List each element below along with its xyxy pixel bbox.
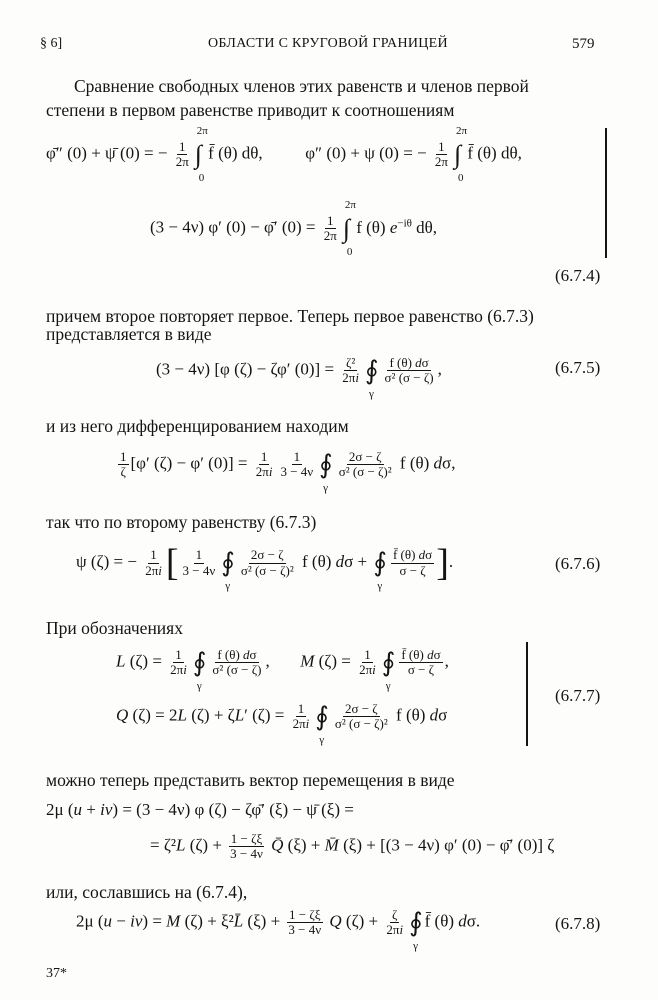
equation-displacement-line1: 2μ (u + iv) = (3 − 4ν) φ (ζ) − ζφ̄′ (ξ) − ψ̄ (ξ) = (46, 800, 354, 819)
equation-label-677: (6.7.7) (555, 686, 601, 705)
paragraph-line: При обозначениях (46, 618, 183, 638)
equation-677-line1: L (ζ) = $\frac{1}{2\pi i}$ ∮ γ $\frac{f (\theta) d\sigma}{\text{σ² (σ − ζ)}}$ , M (ζ) = $\frac{1}{2\pi i}$ ∮ γ $\frac{f̄ (\theta) d\sigma}{\sigma - \zeta}$ , (116, 647, 449, 692)
equation-displacement-line2: = ζ²L (ζ) + $\frac{1 - \zeta\xi}{3 - 4\nu}$ Q̄ (ξ) + M̄ (ξ) + [(3 − 4ν) φ′ (0) − φ̄′ (0)] ζ (150, 831, 555, 862)
equation-676: ψ (ζ) = − $\frac{1}{2\pi i}$ [ $\frac{1}{3 - 4\nu}$ ∮ γ $\frac{2\sigma - \zeta}{\text{σ² (σ − ζ)²}}$ f (θ) dσ + ∮ γ $\frac{f̄ (\theta) d\sigma}{\sigma - \zeta}$ ]. (76, 542, 454, 592)
equation-675: (3 − 4ν) [φ (ζ) − ζφ′ (0)] = $\frac{\text{ζ²}}{2\pi i}$ ∮ γ $\frac{f (\theta) d\sigma}{\text{σ² (σ − ζ)}}$ , (156, 355, 442, 400)
equation-677-line2: Q (ζ) = 2L (ζ) + ζL′ (ζ) = $\frac{1}{2\pi i}$ ∮ γ $\frac{2\sigma - \zeta}{\text{σ² (σ − ζ)²}}$ f (θ) dσ (116, 701, 448, 746)
paragraph-line: или, сославшись на (6.7.4), (46, 882, 248, 902)
paragraph-line: можно теперь представить вектор перемещения в виде (46, 770, 455, 790)
paragraph-line: представляется в виде (46, 324, 212, 344)
equation-brace (605, 128, 607, 258)
running-title: ОБЛАСТИ С КРУГОВОЙ ГРАНИЦЕЙ (208, 36, 448, 51)
equation-678: 2μ (u − iv) = M (ζ) + ξ²L̄ (ξ) + $\frac{1 - \zeta\xi}{3 - 4\nu}$ Q (ζ) + $\frac{\zeta}{2\pi i}$ ∮ γ f̄ (θ) dσ. (76, 907, 481, 952)
equation-label-676: (6.7.6) (555, 554, 601, 573)
equation-brace (526, 642, 528, 746)
printer-signature: 37* (46, 966, 67, 981)
equation-label-675: (6.7.5) (555, 358, 601, 377)
paragraph-line: Сравнение свободных членов этих равенств и членов первой (74, 76, 529, 96)
paragraph-line: степени в первом равенстве приводит к соотношениям (46, 100, 455, 120)
equation-derivative: $\frac{1}{\zeta}$ [φ′ (ζ) − φ′ (0)] = $\frac{1}{2\pi i}$ $\frac{1}{3 - 4\nu}$ ∮ γ $\frac{2\sigma - \zeta}{\text{σ² (σ − ζ)²}}$ f (θ) dσ, (120, 449, 456, 494)
paragraph-line: так что по второму равенству (6.7.3) (46, 512, 317, 532)
equation-label-674: (6.7.4) (555, 266, 601, 285)
paragraph-line: и из него дифференцированием находим (46, 416, 349, 436)
equation-674-line2: (3 − 4ν) φ′ (0) − φ̄′ (0) = $\frac{1}{2\pi}$ ∫ 2π 0 f (θ) $e^{-i\theta}$ dθ, (150, 198, 438, 258)
equation-label-678: (6.7.8) (555, 914, 601, 933)
page-number: 579 (572, 36, 595, 52)
equation-674-line1: φ̄″ (0) + ψ̄ (0) = − $\frac{1}{2\pi}$ ∫ 2π 0 f̄ (θ) dθ, φ″ (0) + ψ (0) = − $\frac{1}{2\pi}$ ∫ 2π 0 f̄ (θ) dθ, (46, 124, 522, 184)
section-mark: § 6] (40, 36, 63, 51)
paragraph-line: причем второе повторяет первое. Теперь первое равенство (6.7.3) (46, 306, 534, 326)
